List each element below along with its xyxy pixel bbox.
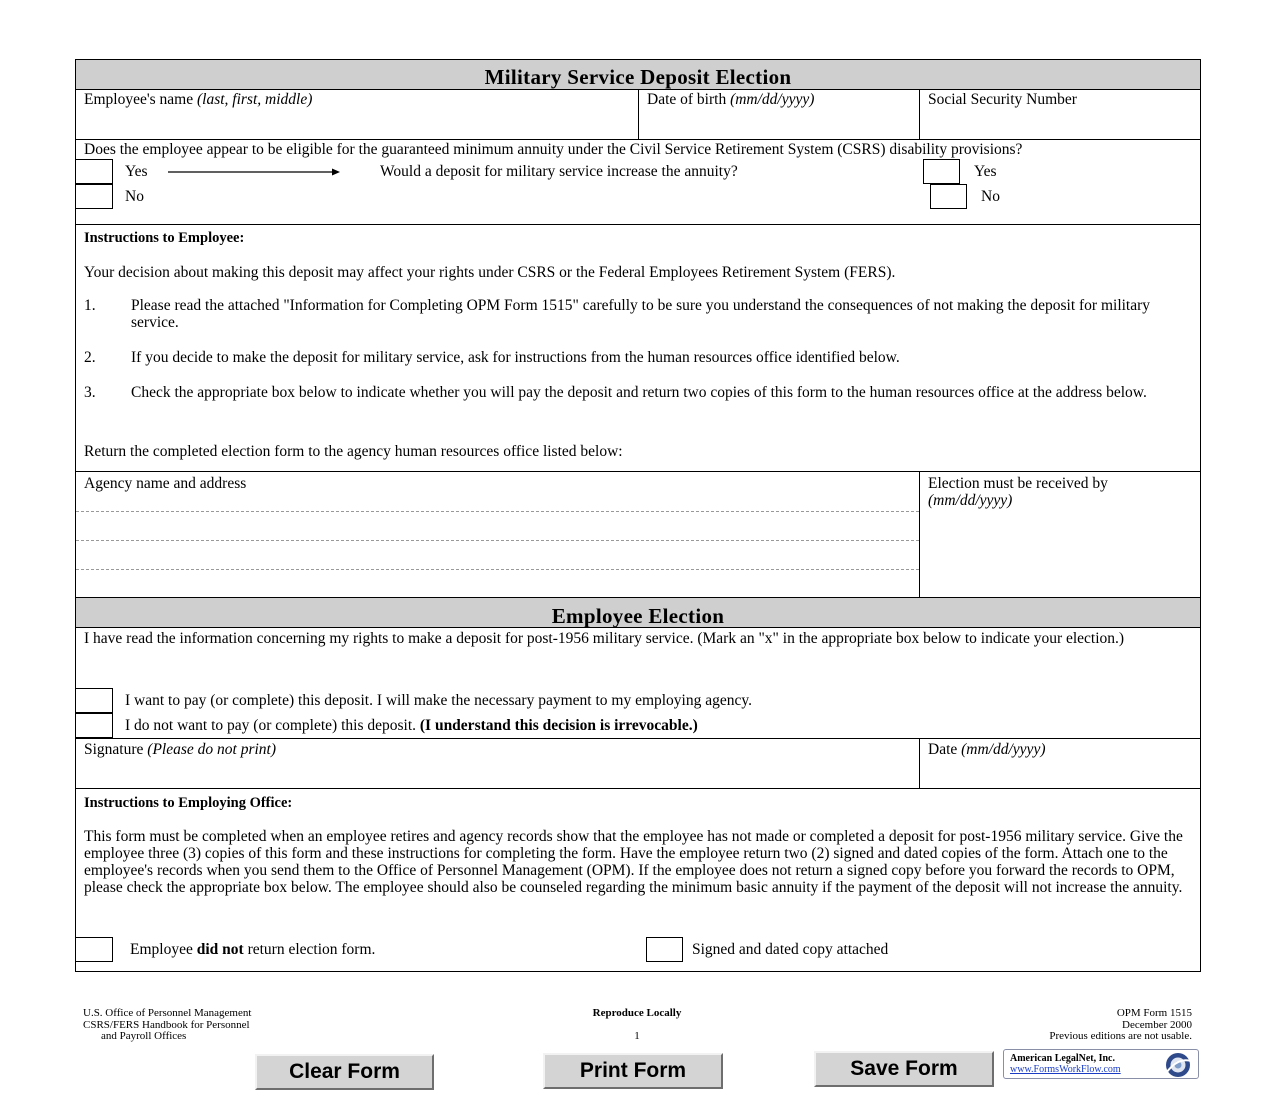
- address-line: [76, 541, 919, 570]
- print-form-button[interactable]: Print Form: [543, 1053, 723, 1089]
- employee-name-field[interactable]: [76, 90, 639, 139]
- office-instructions: [76, 789, 1200, 962]
- eligibility-no-checkbox[interactable]: [76, 184, 113, 209]
- copy-attached-label: Signed and dated copy attached: [692, 940, 889, 958]
- election-section-title: Employee Election: [76, 598, 1200, 628]
- form-title: Military Service Deposit Election: [76, 60, 1200, 90]
- copy-attached-checkbox[interactable]: [646, 937, 683, 962]
- deposit-question: Would a deposit for military service increase the annuity?: [380, 162, 738, 180]
- not-returned-bold: did not: [196, 940, 244, 958]
- footer-center: [537, 1008, 737, 1042]
- return-instructions: Return the completed election form to the agency human resources office listed below:: [84, 443, 623, 460]
- election-section: [76, 628, 1200, 739]
- eligibility-question: Does the employee appear to be eligible for the guaranteed minimum annuity under the Civil Service Retirement System (CSRS) disability provisions?: [84, 141, 1023, 158]
- eligibility-no-label: No: [125, 187, 144, 205]
- step-text: Check the appropriate box below to indicate whether you will pay the deposit and return two copies of this form to the human resources office at the address below.: [131, 384, 1147, 401]
- instruction-step: [84, 297, 1192, 349]
- agency-label: Agency name and address: [84, 475, 247, 492]
- deposit-election-form: [75, 59, 1201, 972]
- eligibility-no-row: [76, 184, 1200, 209]
- eligibility-yes-label: Yes: [125, 162, 148, 180]
- step-number: 3.: [84, 384, 96, 401]
- no-pay-deposit-label: [125, 717, 698, 735]
- badge-url[interactable]: www.FormsWorkFlow.com: [1010, 1064, 1121, 1075]
- step-number: 2.: [84, 349, 96, 366]
- eligibility-yes-row: [76, 159, 1200, 184]
- instructions-title: Instructions to Employee:: [84, 230, 245, 246]
- footer-agency: U.S. Office of Personnel Management: [83, 1007, 252, 1019]
- deposit-yes-checkbox[interactable]: [923, 159, 960, 184]
- identity-row: [76, 90, 1200, 140]
- pay-deposit-label: I want to pay (or complete) this deposit. I will make the necessary payment to my employing agency.: [125, 691, 753, 709]
- step-text: If you decide to make the deposit for military service, ask for instructions from the human resources office identified below.: [131, 349, 900, 366]
- deposit-no-label: No: [981, 187, 1000, 205]
- form-date: December 2000: [1122, 1018, 1192, 1031]
- reproduce-locally: Reproduce Locally: [592, 1007, 682, 1019]
- signature-label: Signature: [84, 741, 144, 758]
- employee-name-hint: (last, first, middle): [196, 91, 313, 108]
- deposit-yes-label: Yes: [974, 162, 997, 180]
- dob-hint: (mm/dd/yyyy): [730, 91, 815, 108]
- eligibility-yes-checkbox[interactable]: [76, 159, 113, 184]
- agency-address-field[interactable]: [76, 472, 920, 597]
- footer-handbook-cont: and Payroll Offices: [101, 1030, 187, 1042]
- address-line: [76, 512, 919, 541]
- date-of-birth-field[interactable]: [639, 90, 920, 139]
- election-text: I have read the information concerning my rights to make a deposit for post-1956 military service. (Mark an "x" in the appropriate box below to indicate your election.): [84, 630, 1125, 647]
- signature-row: [76, 739, 1200, 789]
- footer-right: [992, 1008, 1192, 1043]
- page-number: 1: [634, 1029, 640, 1042]
- employee-instructions: [76, 225, 1200, 472]
- office-instructions-title: Instructions to Employing Office:: [84, 795, 293, 811]
- ssn-field[interactable]: [920, 90, 1200, 139]
- legalnet-badge[interactable]: [1003, 1049, 1199, 1079]
- office-instructions-text: This form must be completed when an employee retires and agency records show that the employee has not made or completed a deposit for post-1956 military service. Give the employee three (3) copies of this form and these instructions for completing the form. Have the employee return two (2) signed and dated copies of the form. Attach one to the employee's records when you send them to the Office of Personnel Management (OPM). If the employee does not return a signed copy before you forward the records to OPM, please check the appropriate box below. The employee should also be counseled regarding the minimum basic annuity if the payment of the deposit will not increase the annuity.: [84, 828, 1183, 896]
- signature-date-hint: (mm/dd/yyyy): [961, 741, 1046, 758]
- not-returned-checkbox[interactable]: [76, 937, 113, 962]
- step-number: 1.: [84, 297, 96, 314]
- pay-option-row: [76, 688, 1200, 713]
- not-returned-label: [130, 941, 646, 959]
- footer-handbook: CSRS/FERS Handbook for Personnel: [83, 1018, 250, 1031]
- employee-name-label: Employee's name: [84, 91, 194, 108]
- eligibility-section: [76, 140, 1200, 225]
- not-returned-post: return election form.: [247, 940, 376, 958]
- arrow-right-icon: [168, 167, 342, 177]
- not-returned-pre: Employee: [130, 940, 193, 958]
- clear-form-button[interactable]: Clear Form: [255, 1054, 434, 1090]
- instruction-step: [84, 384, 1192, 443]
- signature-date-label: Date: [928, 741, 958, 758]
- form-number: OPM Form 1515: [1116, 1007, 1192, 1019]
- no-pay-text: I do not want to pay (or complete) this deposit.: [125, 716, 416, 734]
- badge-company: American LegalNet, Inc.: [1010, 1053, 1115, 1064]
- irrevocable-note: (I understand this decision is irrevocable.): [419, 716, 698, 734]
- step-text: Please read the attached "Information for Completing OPM Form 1515" carefully to be sure you understand the consequences of not making the deposit for military service.: [131, 297, 1151, 331]
- signature-hint: (Please do not print): [147, 741, 276, 758]
- signature-date-field[interactable]: [920, 739, 1200, 788]
- election-deadline-label: Election must be received by: [928, 475, 1108, 492]
- globe-logo-icon: [1161, 1051, 1195, 1079]
- election-deadline-hint: (mm/dd/yyyy): [928, 492, 1013, 509]
- save-form-button[interactable]: Save Form: [814, 1051, 994, 1087]
- election-deadline-field[interactable]: [920, 472, 1200, 597]
- instruction-step: [84, 349, 1192, 384]
- office-checkbox-row: [76, 937, 1200, 962]
- footer-left: [83, 1008, 251, 1043]
- deposit-no-checkbox[interactable]: [930, 184, 967, 209]
- agency-row: [76, 472, 1200, 598]
- no-pay-deposit-checkbox[interactable]: [76, 713, 113, 738]
- no-pay-option-row: [76, 713, 1200, 738]
- signature-field[interactable]: [76, 739, 920, 788]
- instructions-intro: Your decision about making this deposit may affect your rights under CSRS or the Federal Employees Retirement System (FERS).: [84, 264, 896, 281]
- ssn-label: Social Security Number: [928, 91, 1077, 108]
- editions-note: Previous editions are not usable.: [1049, 1030, 1192, 1042]
- pay-deposit-checkbox[interactable]: [76, 688, 113, 713]
- dob-label: Date of birth: [647, 91, 727, 108]
